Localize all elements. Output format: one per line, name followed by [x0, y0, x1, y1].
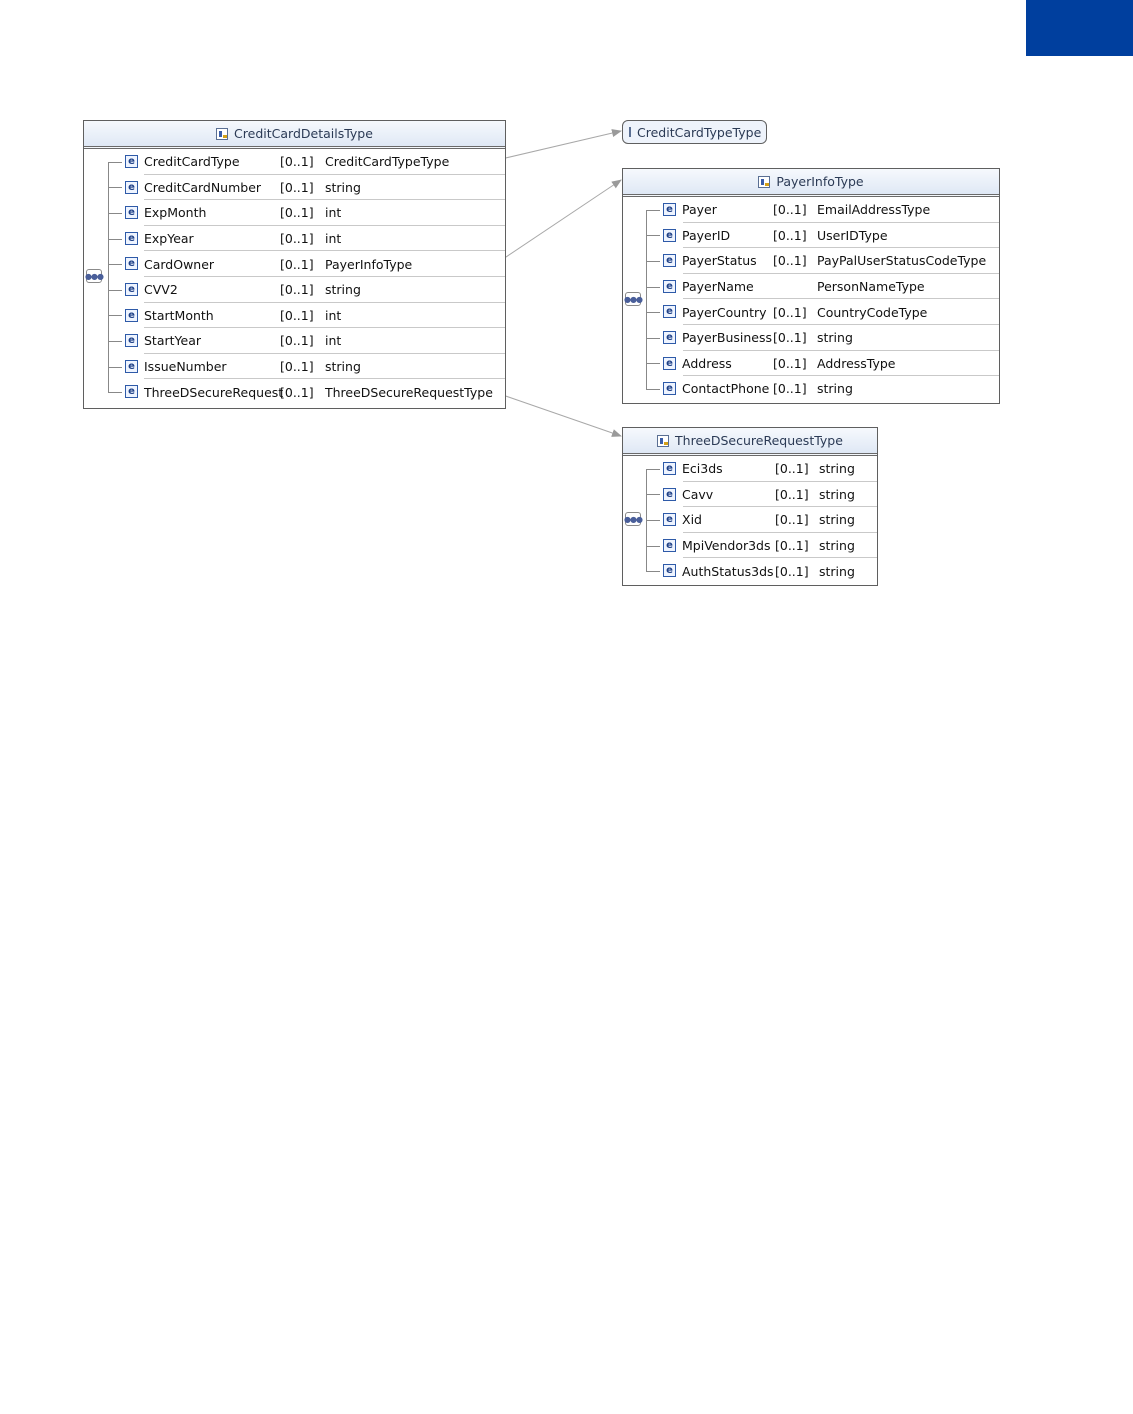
element-name: MpiVendor3ds [682, 538, 771, 554]
element-type: CountryCodeType [817, 304, 928, 320]
element-type: string [325, 179, 361, 195]
element-icon: e [125, 334, 138, 347]
element-icon: e [125, 283, 138, 296]
element-row[interactable] [623, 533, 877, 559]
tree-branch [646, 571, 660, 572]
element-type: int [325, 205, 342, 221]
credit-card-details-type-box [83, 120, 506, 409]
element-icon: e [125, 206, 138, 219]
element-type: PayerInfoType [325, 256, 413, 272]
link-threedsecure [497, 393, 621, 436]
element-name: PayerBusiness [682, 330, 772, 346]
element-type: PayPalUserStatusCodeType [817, 253, 987, 269]
element-name: PayerName [682, 279, 754, 295]
tree-branch [646, 210, 660, 211]
box-header [623, 169, 999, 197]
element-type: CreditCardTypeType [325, 154, 450, 170]
element-icon: e [663, 539, 676, 552]
element-row[interactable] [84, 226, 505, 252]
element-multiplicity: [0..1] [773, 202, 807, 218]
tree-branch [108, 239, 122, 240]
element-icon: e [663, 513, 676, 526]
element-icon: e [663, 203, 676, 216]
element-row[interactable] [623, 507, 877, 533]
tree-branch [108, 290, 122, 291]
element-row[interactable] [84, 277, 505, 303]
element-row[interactable] [623, 274, 999, 300]
element-name: AuthStatus3ds [682, 563, 774, 579]
element-icon: e [663, 229, 676, 242]
element-name: CVV2 [144, 282, 178, 298]
tree-branch [108, 392, 122, 393]
element-list [623, 197, 999, 402]
element-row[interactable] [84, 328, 505, 354]
element-multiplicity: [0..1] [775, 563, 809, 579]
element-name: ExpYear [144, 231, 194, 247]
element-multiplicity: [0..1] [280, 256, 314, 272]
element-row[interactable] [623, 376, 999, 402]
element-row[interactable] [84, 149, 505, 175]
element-row[interactable] [623, 223, 999, 249]
tree-branch [646, 494, 660, 495]
element-multiplicity: [0..1] [773, 381, 807, 397]
element-name: ThreeDSecureRequest [144, 384, 284, 400]
element-icon: e [125, 181, 138, 194]
tree-branch [108, 264, 122, 265]
element-multiplicity: [0..1] [280, 333, 314, 349]
element-type: PersonNameType [817, 279, 925, 295]
three-d-secure-request-type-box [622, 427, 878, 586]
element-multiplicity: [0..1] [280, 282, 314, 298]
element-icon: e [663, 462, 676, 475]
element-multiplicity: [0..1] [280, 384, 314, 400]
element-multiplicity: [0..1] [773, 227, 807, 243]
element-icon: e [663, 382, 676, 395]
element-row[interactable] [623, 248, 999, 274]
tree-branch [108, 187, 122, 188]
element-name: ExpMonth [144, 205, 207, 221]
element-type: string [819, 512, 855, 528]
element-name: IssueNumber [144, 359, 227, 375]
element-multiplicity: [0..1] [280, 205, 314, 221]
tree-branch [646, 520, 660, 521]
box-header [84, 121, 505, 149]
element-multiplicity: [0..1] [280, 179, 314, 195]
element-name: Eci3ds [682, 461, 723, 477]
tree-branch [646, 546, 660, 547]
element-row[interactable] [623, 482, 877, 508]
simple-type-icon [629, 127, 631, 137]
element-type: string [325, 359, 361, 375]
element-icon: e [125, 360, 138, 373]
element-multiplicity: [0..1] [773, 355, 807, 371]
element-name: CreditCardType [144, 154, 240, 170]
element-name: PayerID [682, 227, 731, 243]
element-type: int [325, 333, 342, 349]
element-type: string [819, 563, 855, 579]
element-type: string [819, 486, 855, 502]
element-multiplicity: [0..1] [775, 512, 809, 528]
element-type: int [325, 231, 342, 247]
tree-branch [108, 315, 122, 316]
element-name: Payer [682, 202, 717, 218]
complex-type-icon [657, 435, 669, 447]
element-multiplicity: [0..1] [775, 461, 809, 477]
sequence-icon[interactable]: ●●● [625, 292, 641, 306]
tree-branch [646, 363, 660, 364]
tree-branch [108, 213, 122, 214]
element-icon: e [663, 564, 676, 577]
element-icon: e [663, 357, 676, 370]
element-row[interactable] [84, 379, 505, 405]
element-row[interactable] [623, 558, 877, 584]
element-multiplicity: [0..1] [773, 304, 807, 320]
tree-branch [646, 338, 660, 339]
element-name: PayerCountry [682, 304, 767, 320]
element-row[interactable] [623, 325, 999, 351]
link-creditcardtype [497, 131, 621, 160]
element-type: AddressType [817, 355, 896, 371]
tree-branch [108, 341, 122, 342]
element-row[interactable] [84, 200, 505, 226]
box-title: ThreeDSecureRequestType [675, 433, 843, 448]
element-type: string [817, 330, 853, 346]
element-multiplicity: [0..1] [280, 154, 314, 170]
element-multiplicity: [0..1] [773, 253, 807, 269]
element-type: string [819, 538, 855, 554]
box-header [623, 428, 877, 456]
element-name: Address [682, 355, 732, 371]
credit-card-type-type-box[interactable] [622, 120, 767, 144]
tree-branch [646, 312, 660, 313]
element-name: PayerStatus [682, 253, 757, 269]
element-icon: e [125, 309, 138, 322]
sequence-icon[interactable]: ●●● [625, 512, 641, 526]
sequence-icon[interactable]: ●●● [86, 269, 102, 283]
complex-type-icon [758, 176, 770, 188]
element-icon: e [663, 280, 676, 293]
element-icon: e [125, 155, 138, 168]
element-multiplicity: [0..1] [775, 486, 809, 502]
element-icon: e [125, 257, 138, 270]
link-cardowner [497, 180, 621, 263]
element-type: string [325, 282, 361, 298]
element-multiplicity: [0..1] [280, 307, 314, 323]
complex-type-icon [216, 128, 228, 140]
tree-branch [108, 367, 122, 368]
element-multiplicity: [0..1] [773, 330, 807, 346]
element-name: CreditCardNumber [144, 179, 262, 195]
element-name: StartMonth [144, 307, 214, 323]
element-type: string [817, 381, 853, 397]
simple-type-title: CreditCardTypeType [637, 124, 762, 140]
element-row[interactable] [623, 351, 999, 377]
element-row[interactable] [84, 251, 505, 277]
element-multiplicity: [0..1] [775, 538, 809, 554]
element-icon: e [663, 331, 676, 344]
element-list [623, 456, 877, 584]
element-type: EmailAddressType [817, 202, 931, 218]
element-type: ThreeDSecureRequestType [325, 384, 493, 400]
element-row[interactable] [623, 299, 999, 325]
element-row[interactable] [84, 303, 505, 329]
element-row[interactable] [623, 456, 877, 482]
element-icon: e [663, 254, 676, 267]
element-icon: e [663, 488, 676, 501]
element-list [84, 149, 505, 405]
tree-branch [646, 287, 660, 288]
element-icon: e [663, 305, 676, 318]
payer-info-type-box [622, 168, 1000, 404]
tree-branch [646, 261, 660, 262]
element-name: CardOwner [144, 256, 215, 272]
tree-branch [646, 235, 660, 236]
element-type: string [819, 461, 855, 477]
element-name: Cavv [682, 486, 714, 502]
element-row[interactable] [623, 197, 999, 223]
element-name: ContactPhone [682, 381, 770, 397]
element-row[interactable] [84, 354, 505, 380]
tree-branch [646, 469, 660, 470]
element-multiplicity: [0..1] [280, 359, 314, 375]
element-multiplicity: [0..1] [280, 231, 314, 247]
tree-branch [108, 162, 122, 163]
element-type: int [325, 307, 342, 323]
element-name: Xid [682, 512, 702, 528]
box-title: CreditCardDetailsType [234, 126, 373, 141]
box-title: PayerInfoType [776, 174, 864, 189]
element-icon: e [125, 385, 138, 398]
element-row[interactable] [84, 175, 505, 201]
element-type: UserIDType [817, 227, 888, 243]
element-name: StartYear [144, 333, 202, 349]
element-icon: e [125, 232, 138, 245]
tree-branch [646, 389, 660, 390]
